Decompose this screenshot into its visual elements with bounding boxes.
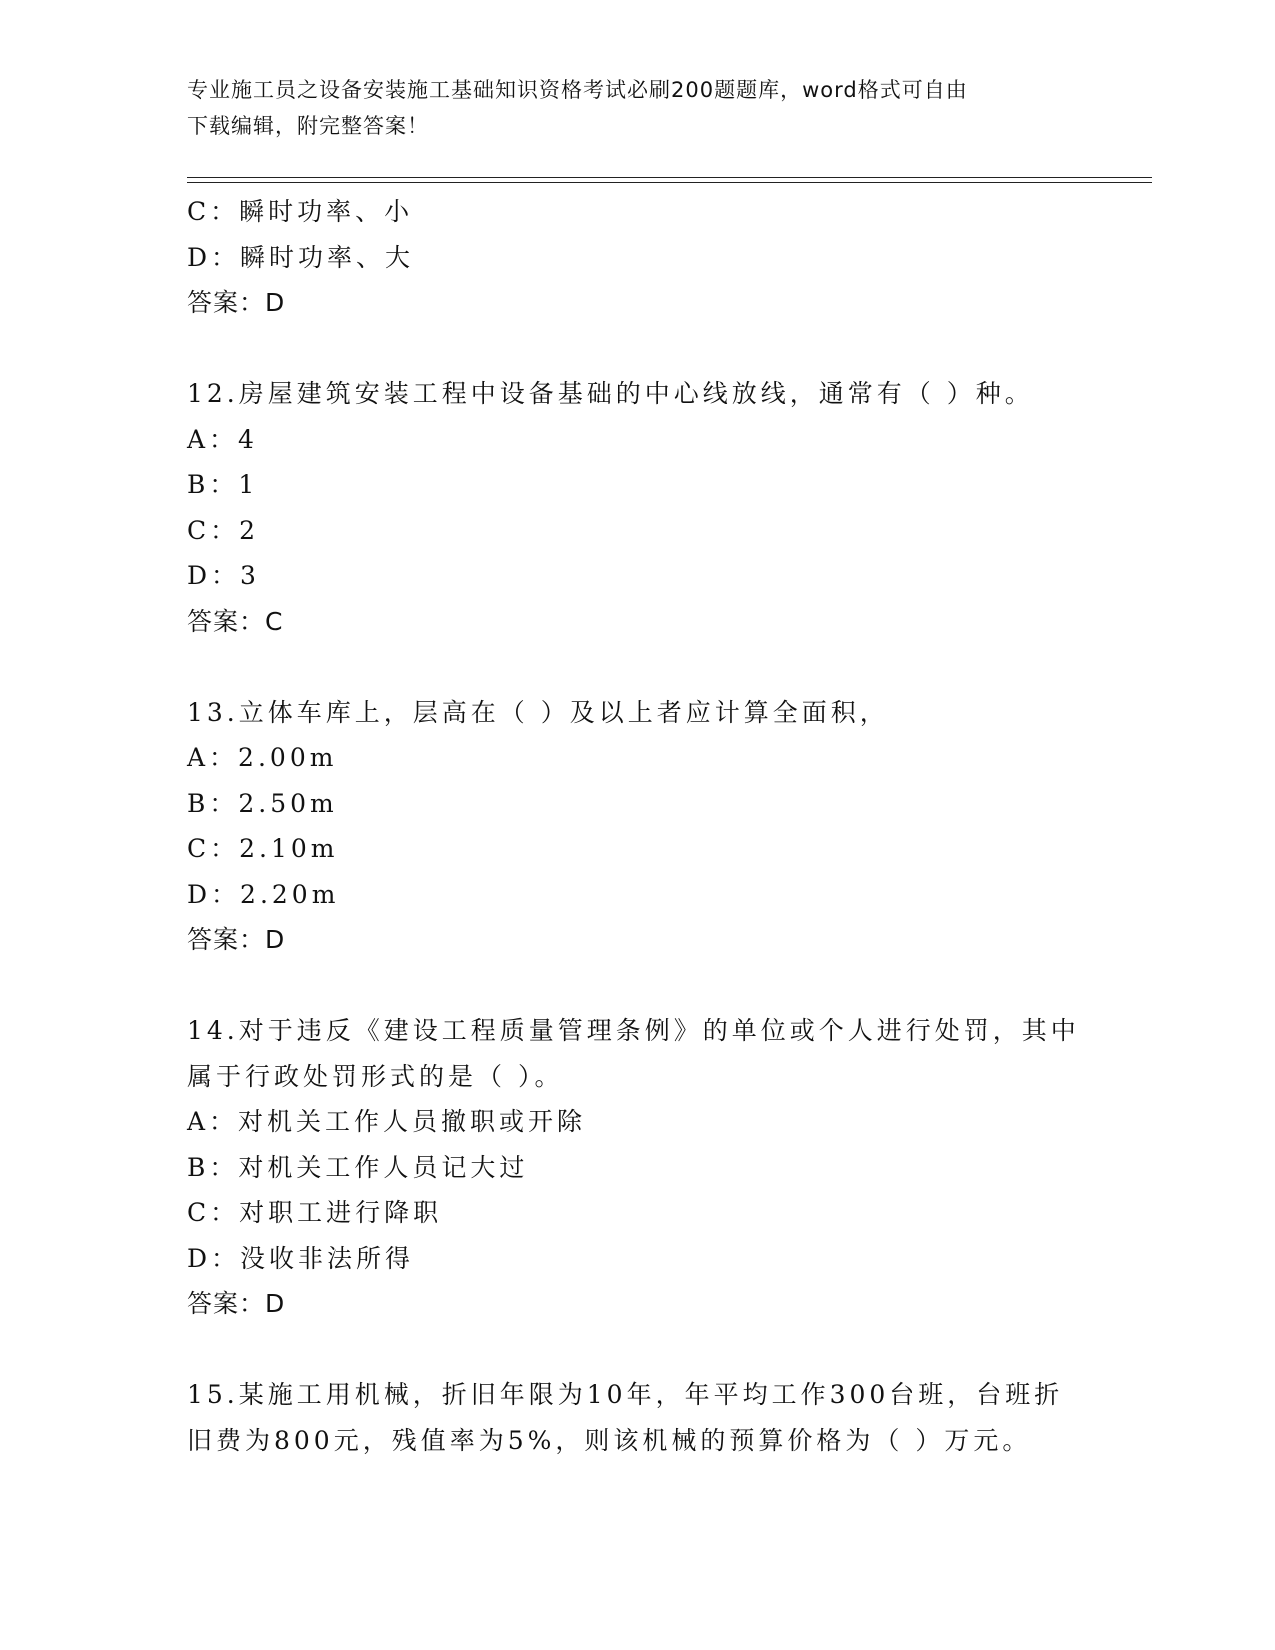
- question-stem: 12.房屋建筑安装工程中设备基础的中心线放线，通常有（ ）种。: [187, 379, 1034, 408]
- option-b: B：2.50m: [187, 788, 338, 818]
- option-c: C：2: [187, 515, 260, 545]
- option-c: C：瞬时功率、小: [187, 197, 414, 226]
- question-12: [187, 371, 1087, 644]
- question-list: [187, 189, 1087, 1463]
- header-divider-bottom: [187, 182, 1152, 183]
- question-stem: 13.立体车库上，层高在（ ）及以上者应计算全面积，: [187, 697, 889, 727]
- answer: 答案：D: [187, 925, 286, 954]
- option-d: D：没收非法所得: [187, 1243, 415, 1273]
- header-line-2: 下载编辑，附完整答案！: [187, 114, 429, 138]
- question-11-tail: [187, 189, 1087, 326]
- question-stem-line-2: 旧费为800元，残值率为5%，则该机械的预算价格为（ ）万元。: [187, 1425, 1032, 1455]
- question-14: [187, 1008, 1087, 1327]
- header-divider-top: [187, 177, 1152, 178]
- answer: 答案：D: [187, 1289, 286, 1318]
- option-a: A：4: [187, 424, 258, 454]
- header-line-1: 专业施工员之设备安装施工基础知识资格考试必刷200题题库，word格式可自由: [187, 78, 968, 102]
- question-15: [187, 1372, 1087, 1463]
- question-13: [187, 690, 1087, 963]
- option-d: D：3: [187, 561, 260, 590]
- option-b: B：对机关工作人员记大过: [187, 1152, 529, 1182]
- option-d: D：2.20m: [187, 879, 340, 909]
- question-stem-line-1: 15.某施工用机械，折旧年限为10年，年平均工作300台班，台班折: [187, 1380, 1064, 1409]
- option-b: B：1: [187, 470, 259, 499]
- question-stem-line-1: 14.对于违反《建设工程质量管理条例》的单位或个人进行处罚，其中: [187, 1016, 1080, 1045]
- answer: 答案：C: [187, 606, 284, 636]
- option-c: C：2.10m: [187, 834, 339, 863]
- spacer: [187, 963, 1087, 1009]
- spacer: [187, 326, 1087, 372]
- spacer: [187, 644, 1087, 690]
- question-stem-line-2: 属于行政处罚形式的是（ ）。: [187, 1061, 564, 1091]
- option-a: A：对机关工作人员撤职或开除: [187, 1107, 587, 1136]
- option-a: A：2.00m: [187, 743, 338, 772]
- answer: 答案：D: [187, 288, 286, 317]
- spacer: [187, 1327, 1087, 1373]
- document-header: [187, 72, 1067, 144]
- option-c: C：对职工进行降职: [187, 1198, 443, 1227]
- option-d: D：瞬时功率、大: [187, 242, 415, 272]
